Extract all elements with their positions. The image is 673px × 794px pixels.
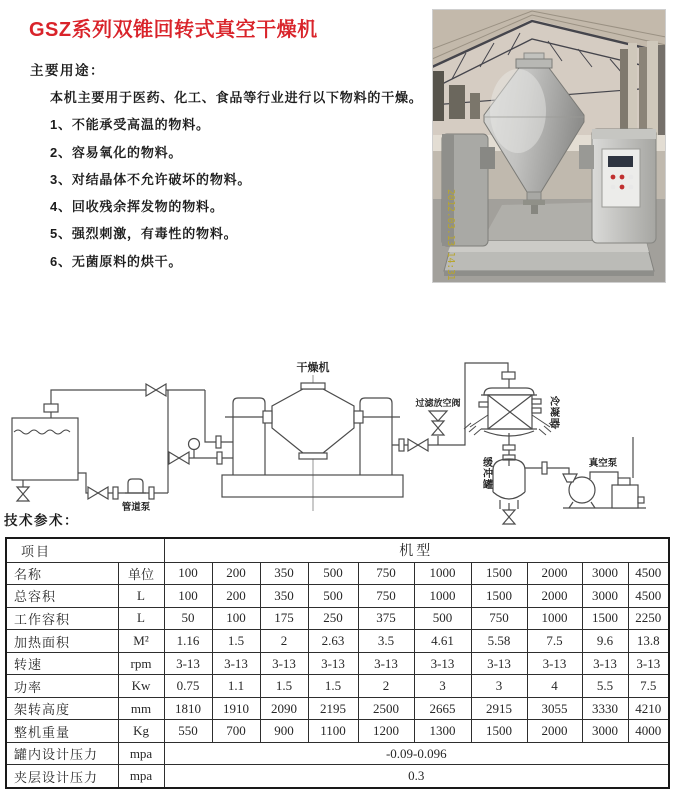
spec-cell: 3.5 bbox=[358, 630, 414, 653]
spec-row-unit: L bbox=[118, 607, 164, 630]
spec-row-label: 总容积 bbox=[6, 585, 118, 608]
spec-cell: 1810 bbox=[164, 697, 212, 720]
spec-cell: 3-13 bbox=[582, 652, 628, 675]
vacuum-pump-cap bbox=[618, 478, 630, 485]
spec-cell: 1000 bbox=[414, 562, 471, 585]
spec-row-label: 整机重量 bbox=[6, 720, 118, 743]
vacuum-pump-body bbox=[612, 485, 638, 508]
spec-cell: 2665 bbox=[414, 697, 471, 720]
left-trunnion bbox=[480, 147, 495, 169]
spec-cell: 2000 bbox=[527, 585, 582, 608]
spec-cell: 4210 bbox=[628, 697, 669, 720]
condenser-nozzle bbox=[532, 408, 541, 413]
spec-row-unit: mpa bbox=[118, 742, 164, 765]
spec-row bbox=[6, 720, 669, 743]
condenser-lid bbox=[484, 388, 534, 395]
pipe-pump-symbol bbox=[125, 479, 146, 493]
tech-params-heading: 技术参术： bbox=[4, 513, 79, 528]
dryer-cone-body bbox=[272, 389, 354, 453]
buffer-tank-label: 缓冲罐 bbox=[483, 458, 493, 491]
spec-cell: 1910 bbox=[212, 697, 260, 720]
spec-header-model: 机型 bbox=[164, 538, 669, 562]
spec-cell: 1300 bbox=[414, 720, 471, 743]
spec-cell: 200 bbox=[212, 562, 260, 585]
buffer-drain-valve-icon bbox=[503, 510, 515, 524]
spec-row bbox=[6, 607, 669, 630]
spec-row-unit: mpa bbox=[118, 765, 164, 788]
vent-funnel-icon bbox=[429, 411, 447, 421]
spec-table bbox=[5, 537, 670, 789]
spec-cell: 3000 bbox=[582, 720, 628, 743]
spec-cell: 1.1 bbox=[212, 675, 260, 698]
spec-row-label: 名称 bbox=[6, 562, 118, 585]
use-item: 4、回收残余挥发物的物料。 bbox=[50, 199, 224, 215]
spec-row-label: 功率 bbox=[6, 675, 118, 698]
machine-base-edge bbox=[444, 271, 654, 276]
spec-cell: 4000 bbox=[628, 720, 669, 743]
spec-cell: 4.61 bbox=[414, 630, 471, 653]
spec-cell: 100 bbox=[212, 607, 260, 630]
spec-cell: 1.5 bbox=[260, 675, 308, 698]
spec-cell: 550 bbox=[164, 720, 212, 743]
spec-row bbox=[6, 742, 669, 765]
vacuum-pump-stub bbox=[638, 497, 644, 503]
spec-row-label: 加热面积 bbox=[6, 630, 118, 653]
spec-cell: 3-13 bbox=[260, 652, 308, 675]
pipe-pump-label: 管道泵 bbox=[121, 502, 151, 513]
vent-valve-icon bbox=[432, 421, 444, 435]
page-title: GSZ系列双锥回转式真空干燥机 bbox=[29, 19, 318, 41]
spec-cell: 5.58 bbox=[471, 630, 527, 653]
spec-cell: 3-13 bbox=[164, 652, 212, 675]
spec-cell: 175 bbox=[260, 607, 308, 630]
dryer-base bbox=[222, 475, 403, 497]
uses-heading: 主要用途： bbox=[30, 63, 105, 78]
feed-tank bbox=[12, 418, 78, 480]
spec-cell: 1000 bbox=[527, 607, 582, 630]
spec-cell: 2250 bbox=[628, 607, 669, 630]
spec-cell: 2090 bbox=[260, 697, 308, 720]
spec-row-unit: Kg bbox=[118, 720, 164, 743]
spec-row-unit: M² bbox=[118, 630, 164, 653]
spout-tip bbox=[531, 205, 538, 214]
factory-window bbox=[449, 85, 465, 119]
spec-cell: 3055 bbox=[527, 697, 582, 720]
spec-row bbox=[6, 630, 669, 653]
spec-cell: 3-13 bbox=[628, 652, 669, 675]
spec-row-span-value: 0.3 bbox=[164, 765, 669, 788]
spec-cell: 500 bbox=[308, 562, 358, 585]
spec-cell: 7.5 bbox=[628, 675, 669, 698]
valve-icon bbox=[169, 452, 189, 464]
liquid-level-wave bbox=[14, 430, 70, 434]
spec-cell: 1.5 bbox=[308, 675, 358, 698]
vacuum-pump-label: 真空泵 bbox=[588, 458, 618, 469]
spec-cell: 3 bbox=[471, 675, 527, 698]
spec-cell: 700 bbox=[212, 720, 260, 743]
spec-cell: 2.63 bbox=[308, 630, 358, 653]
spout-flange bbox=[523, 200, 545, 205]
spec-cell: 2000 bbox=[527, 720, 582, 743]
spec-row-label: 罐内设计压力 bbox=[6, 742, 118, 765]
spec-cell: 1500 bbox=[471, 720, 527, 743]
process-diagram bbox=[0, 333, 673, 538]
spec-cell: 2195 bbox=[308, 697, 358, 720]
drain-valve-icon bbox=[17, 487, 29, 501]
spec-row bbox=[6, 652, 669, 675]
spec-cell: 4500 bbox=[628, 585, 669, 608]
dryer-left-trunnion bbox=[263, 411, 272, 423]
dryer-label: 干燥机 bbox=[296, 362, 330, 374]
spec-cell: 1500 bbox=[471, 562, 527, 585]
spec-cell: 7.5 bbox=[527, 630, 582, 653]
product-photo bbox=[432, 9, 666, 283]
spec-cell: 350 bbox=[260, 585, 308, 608]
dryer-right-trunnion bbox=[354, 411, 363, 423]
condenser-label: 冷凝器 bbox=[550, 397, 560, 430]
spec-cell: 50 bbox=[164, 607, 212, 630]
spec-cell: 2 bbox=[260, 630, 308, 653]
spec-cell: 375 bbox=[358, 607, 414, 630]
spec-cell: 3000 bbox=[582, 562, 628, 585]
spec-cell: 2500 bbox=[358, 697, 414, 720]
spec-row-unit: mm bbox=[118, 697, 164, 720]
uses-list bbox=[50, 84, 423, 275]
spec-row bbox=[6, 697, 669, 720]
spec-cell: 100 bbox=[164, 585, 212, 608]
spec-row-unit: rpm bbox=[118, 652, 164, 675]
spec-cell: 3 bbox=[414, 675, 471, 698]
spec-cell: 350 bbox=[260, 562, 308, 585]
spec-cell: 3-13 bbox=[471, 652, 527, 675]
factory-window bbox=[470, 93, 480, 119]
spec-cell: 900 bbox=[260, 720, 308, 743]
spec-header-item: 项目 bbox=[6, 538, 164, 562]
buffer-tank-symbol bbox=[493, 459, 525, 509]
cone-highlight bbox=[490, 69, 546, 153]
spec-cell: 3330 bbox=[582, 697, 628, 720]
spec-cell: 4 bbox=[527, 675, 582, 698]
condenser-nozzle bbox=[532, 399, 541, 404]
spec-row-unit: Kw bbox=[118, 675, 164, 698]
spec-header-row bbox=[6, 538, 669, 562]
spec-cell: 4500 bbox=[628, 562, 669, 585]
condenser-nozzle bbox=[479, 402, 488, 407]
use-item: 6、无菌原料的烘干。 bbox=[50, 253, 183, 269]
spec-cell: 250 bbox=[308, 607, 358, 630]
process-diagram-drawing bbox=[0, 333, 673, 538]
pressure-gauge-icon bbox=[189, 439, 200, 450]
spec-cell: 1500 bbox=[582, 607, 628, 630]
dryer-top-flange bbox=[301, 383, 325, 389]
spec-row-span-value: -0.09-0.096 bbox=[164, 742, 669, 765]
spec-cell: 1100 bbox=[308, 720, 358, 743]
spec-cell: 9.6 bbox=[582, 630, 628, 653]
uses-lead: 本机主要用于医药、化工、食品等行业进行以下物料的干燥。 bbox=[50, 90, 423, 105]
cone-spout bbox=[527, 192, 541, 200]
spec-row-unit: L bbox=[118, 585, 164, 608]
use-item: 1、不能承受高温的物料。 bbox=[50, 117, 210, 133]
panel-display bbox=[608, 156, 633, 167]
spec-cell: 1200 bbox=[358, 720, 414, 743]
use-item: 2、容易氧化的物料。 bbox=[50, 144, 183, 160]
spec-cell: 3-13 bbox=[212, 652, 260, 675]
spec-cell: 0.75 bbox=[164, 675, 212, 698]
spec-cell: 3-13 bbox=[414, 652, 471, 675]
product-photo-image bbox=[432, 9, 666, 283]
spec-row bbox=[6, 562, 669, 585]
spec-cell: 3-13 bbox=[527, 652, 582, 675]
spec-row-label: 转速 bbox=[6, 652, 118, 675]
tank-top-fitting bbox=[44, 404, 58, 412]
spec-cell: 13.8 bbox=[628, 630, 669, 653]
spec-cell: 100 bbox=[164, 562, 212, 585]
valve-icon bbox=[88, 487, 108, 499]
use-item: 5、强烈刺激，有毒性的物料。 bbox=[50, 226, 238, 242]
spec-cell: 500 bbox=[308, 585, 358, 608]
right-trunnion bbox=[579, 145, 594, 169]
spec-cell: 750 bbox=[471, 607, 527, 630]
right-stand-cap bbox=[592, 129, 656, 139]
dryer-left-support bbox=[233, 398, 265, 475]
spec-row bbox=[6, 675, 669, 698]
spec-cell: 200 bbox=[212, 585, 260, 608]
spec-cell: 2 bbox=[358, 675, 414, 698]
spec-cell: 1.5 bbox=[212, 630, 260, 653]
spec-row bbox=[6, 765, 669, 788]
spec-cell: 1.16 bbox=[164, 630, 212, 653]
spec-cell: 500 bbox=[414, 607, 471, 630]
filter-vent-valve-label: 过滤放空阀 bbox=[415, 398, 461, 408]
dryer-right-support bbox=[360, 398, 392, 475]
spec-cell: 750 bbox=[358, 562, 414, 585]
spec-row-label: 夹层设计压力 bbox=[6, 765, 118, 788]
spec-row-label: 工作容积 bbox=[6, 607, 118, 630]
cone-top-flange bbox=[516, 59, 552, 68]
spec-cell: 1500 bbox=[471, 585, 527, 608]
spec-cell: 1000 bbox=[414, 585, 471, 608]
spec-row bbox=[6, 585, 669, 608]
valve-icon bbox=[408, 439, 428, 451]
spec-cell: 2000 bbox=[527, 562, 582, 585]
dryer-bottom-flange bbox=[299, 453, 327, 459]
spec-row-unit: 单位 bbox=[118, 562, 164, 585]
spec-row-label: 架转高度 bbox=[6, 697, 118, 720]
valve-icon bbox=[146, 384, 166, 396]
spec-cell: 750 bbox=[358, 585, 414, 608]
spec-cell: 3000 bbox=[582, 585, 628, 608]
condenser-top-fitting bbox=[502, 372, 515, 379]
use-item: 3、对结晶体不允许破坏的物料。 bbox=[50, 171, 252, 187]
spec-cell: 2915 bbox=[471, 697, 527, 720]
photo-timestamp: 2012.03.13 14:31 bbox=[445, 189, 456, 281]
spec-cell: 5.5 bbox=[582, 675, 628, 698]
spec-cell: 3-13 bbox=[308, 652, 358, 675]
spec-cell: 3-13 bbox=[358, 652, 414, 675]
factory-window bbox=[432, 71, 444, 121]
